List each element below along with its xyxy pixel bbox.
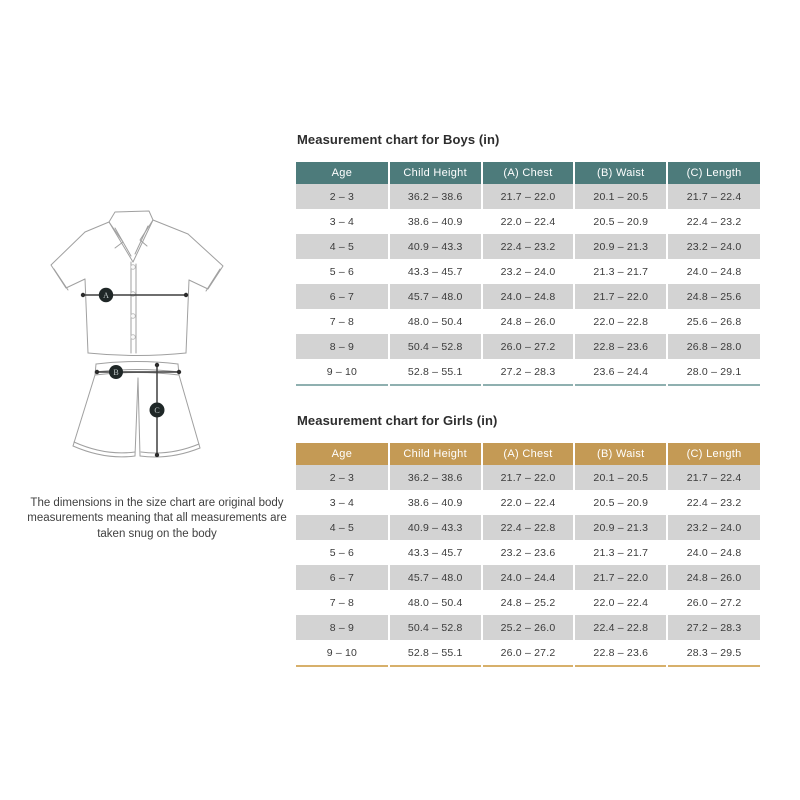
table-cell: 6 – 7 bbox=[296, 284, 389, 309]
table-cell: 43.3 – 45.7 bbox=[389, 540, 482, 565]
table-cell: 9 – 10 bbox=[296, 359, 389, 385]
table-cell: 20.9 – 21.3 bbox=[574, 234, 667, 259]
table-cell: 22.4 – 22.8 bbox=[482, 515, 575, 540]
table-cell: 20.9 – 21.3 bbox=[574, 515, 667, 540]
table-cell: 7 – 8 bbox=[296, 590, 389, 615]
table-cell: 21.3 – 21.7 bbox=[574, 540, 667, 565]
table-cell: 38.6 – 40.9 bbox=[389, 490, 482, 515]
table-cell: 8 – 9 bbox=[296, 334, 389, 359]
table-cell: 50.4 – 52.8 bbox=[389, 615, 482, 640]
table-cell: 20.1 – 20.5 bbox=[574, 184, 667, 209]
table-cell: 4 – 5 bbox=[296, 515, 389, 540]
table-cell: 4 – 5 bbox=[296, 234, 389, 259]
table-cell: 40.9 – 43.3 bbox=[389, 515, 482, 540]
table-cell: 22.4 – 22.8 bbox=[574, 615, 667, 640]
table-cell: 22.8 – 23.6 bbox=[574, 640, 667, 666]
table-cell: 23.2 – 24.0 bbox=[667, 515, 760, 540]
table-cell: 7 – 8 bbox=[296, 309, 389, 334]
table-cell: 26.0 – 27.2 bbox=[686, 596, 742, 609]
table-cell: 21.7 – 22.0 bbox=[574, 565, 667, 590]
table-cell: 6 – 7 bbox=[296, 565, 389, 590]
table-row bbox=[296, 515, 760, 540]
table-cell: 48.0 – 50.4 bbox=[389, 309, 482, 334]
pajama-figure bbox=[45, 208, 275, 484]
table-cell: 22.0 – 22.4 bbox=[482, 209, 575, 234]
table-cell: 26.0 – 27.2 bbox=[482, 640, 575, 666]
table-cell: 23.2 – 24.0 bbox=[667, 234, 760, 259]
column-header: (C) Length bbox=[667, 443, 760, 465]
header-row bbox=[296, 443, 760, 465]
table-cell: 24.8 – 25.2 bbox=[482, 590, 575, 615]
table-cell: 22.4 – 23.2 bbox=[686, 215, 742, 228]
column-header: Age bbox=[296, 162, 389, 184]
boys-chart-title: Measurement chart for Boys (in) bbox=[297, 132, 500, 147]
boys-chart-section bbox=[296, 131, 760, 386]
marker-a bbox=[99, 288, 113, 302]
table-cell: 22.0 – 22.4 bbox=[574, 590, 667, 615]
svg-text:C: C bbox=[154, 406, 160, 415]
table-cell: 2 – 3 bbox=[296, 465, 389, 490]
column-header: (A) Chest bbox=[482, 443, 575, 465]
table-cell: 24.8 – 25.6 bbox=[667, 284, 760, 309]
table-cell: 21.7 – 22.4 bbox=[667, 465, 760, 490]
table-row bbox=[296, 490, 760, 515]
table-cell: 36.2 – 38.6 bbox=[389, 184, 482, 209]
table-cell: 52.8 – 55.1 bbox=[389, 359, 482, 385]
girls-chart-title: Measurement chart for Girls (in) bbox=[297, 413, 498, 428]
table-row bbox=[296, 540, 760, 565]
svg-text:B: B bbox=[113, 368, 119, 377]
table-row bbox=[296, 184, 760, 209]
table-cell: 23.6 – 24.4 bbox=[574, 359, 667, 385]
column-header: (B) Waist bbox=[574, 162, 667, 184]
table-cell: 24.0 – 24.8 bbox=[686, 546, 742, 559]
table-cell: 22.0 – 22.8 bbox=[574, 309, 667, 334]
table-cell: 5 – 6 bbox=[296, 540, 389, 565]
table-cell: 52.8 – 55.1 bbox=[389, 640, 482, 666]
girls-size-table bbox=[296, 443, 760, 667]
measurement-note: The dimensions in the size chart are original body measurements meaning that all measurements are taken snug on the body bbox=[27, 497, 287, 540]
table-cell: 36.2 – 38.6 bbox=[389, 465, 482, 490]
table-cell: 50.4 – 52.8 bbox=[389, 334, 482, 359]
table-row bbox=[296, 359, 760, 385]
column-header: Child Height bbox=[389, 443, 482, 465]
table-row bbox=[296, 565, 760, 590]
column-header: (C) Length bbox=[667, 162, 760, 184]
table-cell: 20.5 – 20.9 bbox=[574, 209, 667, 234]
table-cell: 25.6 – 26.8 bbox=[686, 315, 742, 328]
table-cell: 21.3 – 21.7 bbox=[574, 259, 667, 284]
table-cell: 48.0 – 50.4 bbox=[389, 590, 482, 615]
table-cell: 22.0 – 22.4 bbox=[482, 490, 575, 515]
table-row bbox=[296, 615, 760, 640]
table-cell: 2 – 3 bbox=[296, 184, 389, 209]
table-cell: 22.8 – 23.6 bbox=[574, 334, 667, 359]
table-cell: 24.8 – 26.0 bbox=[482, 309, 575, 334]
table-cell: 27.2 – 28.3 bbox=[667, 615, 760, 640]
table-row bbox=[296, 309, 760, 334]
table-cell: 8 – 9 bbox=[296, 615, 389, 640]
table-cell: 5 – 6 bbox=[296, 259, 389, 284]
table-cell: 25.2 – 26.0 bbox=[482, 615, 575, 640]
column-header: (B) Waist bbox=[574, 443, 667, 465]
table-cell: 43.3 – 45.7 bbox=[389, 259, 482, 284]
table-row bbox=[296, 234, 760, 259]
marker-c bbox=[150, 403, 165, 418]
table-row bbox=[296, 334, 760, 359]
table-cell: 22.4 – 23.2 bbox=[686, 496, 742, 509]
shirt-outline bbox=[51, 211, 223, 356]
table-cell: 28.0 – 29.1 bbox=[686, 365, 742, 378]
table-cell: 3 – 4 bbox=[296, 209, 389, 234]
table-cell: 27.2 – 28.3 bbox=[482, 359, 575, 385]
header-row bbox=[296, 162, 760, 184]
table-cell: 26.0 – 27.2 bbox=[482, 334, 575, 359]
table-row bbox=[296, 590, 760, 615]
table-row bbox=[296, 465, 760, 490]
measurement-charts bbox=[296, 131, 760, 667]
table-cell: 20.1 – 20.5 bbox=[574, 465, 667, 490]
table-cell: 45.7 – 48.0 bbox=[389, 284, 482, 309]
table-cell: 28.3 – 29.5 bbox=[686, 646, 742, 659]
table-cell: 20.5 – 20.9 bbox=[574, 490, 667, 515]
table-row bbox=[296, 640, 760, 666]
table-row bbox=[296, 259, 760, 284]
pajama-illustration bbox=[45, 208, 275, 484]
table-cell: 24.0 – 24.4 bbox=[482, 565, 575, 590]
table-cell: 24.0 – 24.8 bbox=[686, 265, 742, 278]
svg-text:A: A bbox=[103, 291, 109, 300]
girls-chart-section bbox=[296, 412, 760, 667]
table-cell: 21.7 – 22.0 bbox=[482, 184, 575, 209]
table-cell: 45.7 – 48.0 bbox=[389, 565, 482, 590]
table-cell: 22.4 – 23.2 bbox=[482, 234, 575, 259]
table-cell: 26.8 – 28.0 bbox=[667, 334, 760, 359]
table-cell: 24.0 – 24.8 bbox=[482, 284, 575, 309]
table-cell: 21.7 – 22.0 bbox=[574, 284, 667, 309]
table-cell: 23.2 – 24.0 bbox=[482, 259, 575, 284]
table-row bbox=[296, 209, 760, 234]
table-cell: 23.2 – 23.6 bbox=[482, 540, 575, 565]
table-cell: 21.7 – 22.4 bbox=[667, 184, 760, 209]
table-cell: 40.9 – 43.3 bbox=[389, 234, 482, 259]
table-cell: 24.8 – 26.0 bbox=[667, 565, 760, 590]
shorts-outline bbox=[73, 362, 200, 458]
column-header: (A) Chest bbox=[482, 162, 575, 184]
table-cell: 9 – 10 bbox=[296, 640, 389, 666]
marker-b bbox=[109, 365, 123, 379]
column-header: Age bbox=[296, 443, 389, 465]
table-cell: 21.7 – 22.0 bbox=[482, 465, 575, 490]
table-row bbox=[296, 284, 760, 309]
table-cell: 3 – 4 bbox=[296, 490, 389, 515]
column-header: Child Height bbox=[389, 162, 482, 184]
table-cell: 38.6 – 40.9 bbox=[389, 209, 482, 234]
boys-size-table bbox=[296, 162, 760, 386]
